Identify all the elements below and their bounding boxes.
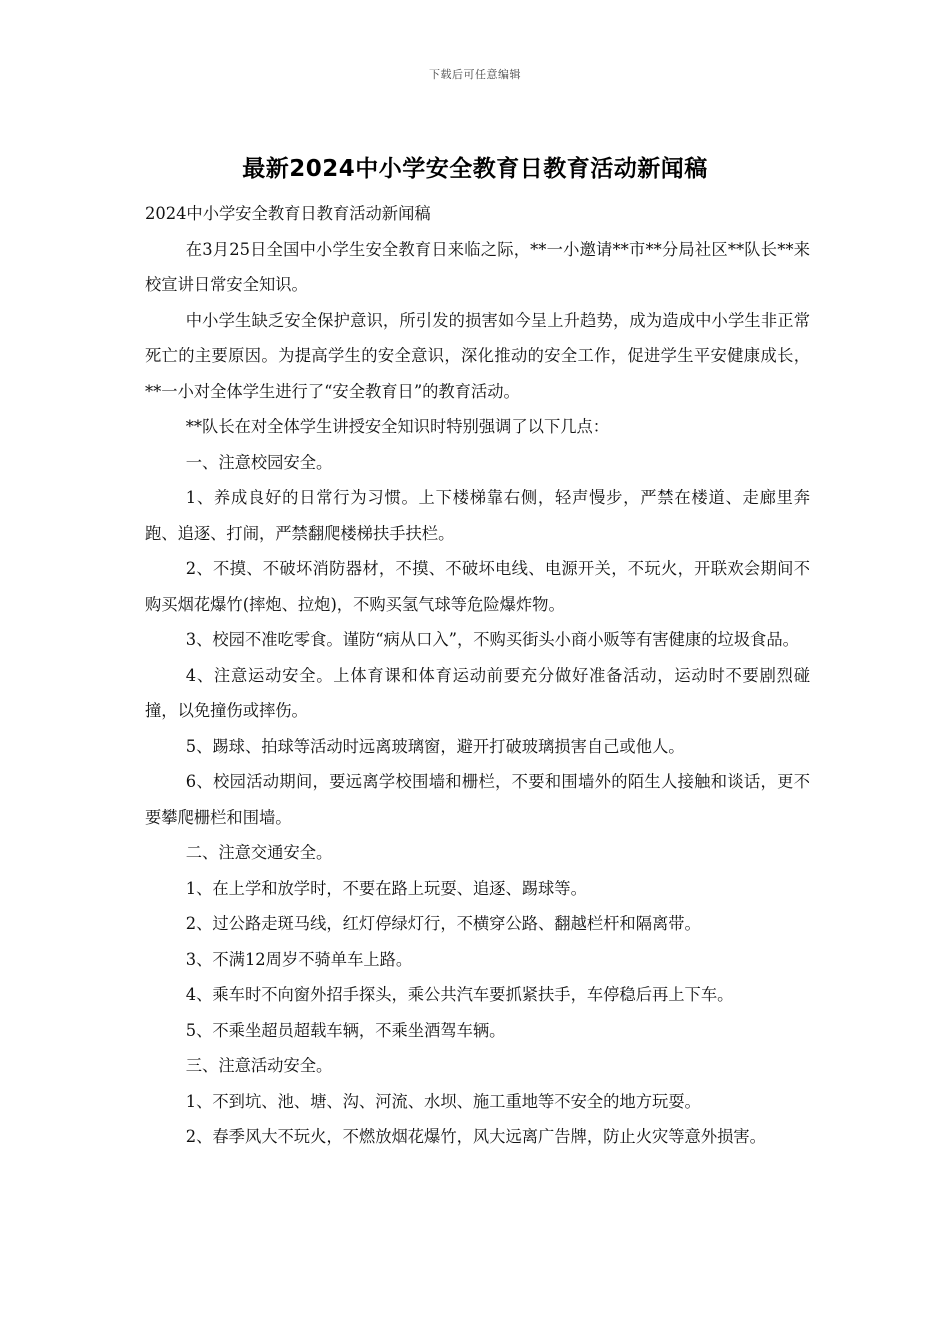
list-item: 1、不到坑、池、塘、沟、河流、水坝、施工重地等不安全的地方玩耍。	[185, 1091, 701, 1111]
list-item: 5、不乘坐超员超载车辆，不乘坐酒驾车辆。	[185, 1020, 506, 1040]
list-item: 2、不摸、不破坏消防器材，不摸、不破坏电线、电源开关，不玩火，开联欢会期间不购买烟花爆竹(摔炮、拉炮)，不购买氢气球等危险爆炸物。	[145, 559, 810, 614]
list-item: 2、春季风大不玩火，不燃放烟花爆竹，风大远离广告牌，防止火灾等意外损害。	[185, 1127, 766, 1146]
subtitle-paragraph: 2024中小学安全教育日教育活动新闻稿	[145, 204, 431, 223]
list-item: 6、校园活动期间，要远离学校围墙和栅栏，不要和围墙外的陌生人接触和谈话，更不要攀爬栅栏和围墙。	[145, 772, 810, 827]
page-header-note: 下载后可任意编辑	[429, 68, 521, 81]
list-item: 5、踢球、拍球等活动时远离玻璃窗，避开打破玻璃损害自己或他人。	[185, 736, 685, 756]
list-item: 3、不满12周岁不骑单车上路。	[185, 949, 413, 969]
list-item: 4、注意运动安全。上体育课和体育运动前要充分做好准备活动，运动时不要剧烈碰撞，以免撞伤或摔伤。	[145, 665, 810, 720]
body-paragraph: 在3月25日全国中小学生安全教育日来临之际，**一小邀请**市**分局社区**队长**来校宣讲日常安全知识。	[145, 239, 810, 294]
list-item: 1、养成良好的日常行为习惯。上下楼梯靠右侧，轻声慢步，严禁在楼道、走廊里奔跑、追逐、打闹，严禁翻爬楼梯扶手扶栏。	[145, 488, 810, 543]
document-title: 最新2024中小学安全教育日教育活动新闻稿	[242, 156, 708, 182]
body-paragraph: **队长在对全体学生讲授安全知识时特别强调了以下几点：	[185, 417, 610, 436]
section-heading: 三、注意活动安全。	[185, 1056, 333, 1075]
list-item: 2、过公路走斑马线，红灯停绿灯行，不横穿公路、翻越栏杆和隔离带。	[185, 914, 701, 933]
document-body	[145, 196, 810, 1155]
section-heading: 二、注意交通安全。	[185, 843, 333, 862]
list-item: 4、乘车时不向窗外招手探头，乘公共汽车要抓紧扶手，车停稳后再上下车。	[185, 985, 734, 1004]
section-heading: 一、注意校园安全。	[185, 452, 333, 472]
list-item: 3、校园不准吃零食。谨防“病从口入”，不购买街头小商小贩等有害健康的垃圾食品。	[185, 630, 799, 649]
body-paragraph: 中小学生缺乏安全保护意识，所引发的损害如今呈上升趋势，成为造成中小学生非正常死亡的主要原因。为提高学生的安全意识，深化推动的安全工作，促进学生平安健康成长，**一小对全体学生进行了“安全教育日”的教育活动。	[145, 310, 810, 401]
list-item: 1、在上学和放学时，不要在路上玩耍、追逐、踢球等。	[185, 878, 587, 898]
